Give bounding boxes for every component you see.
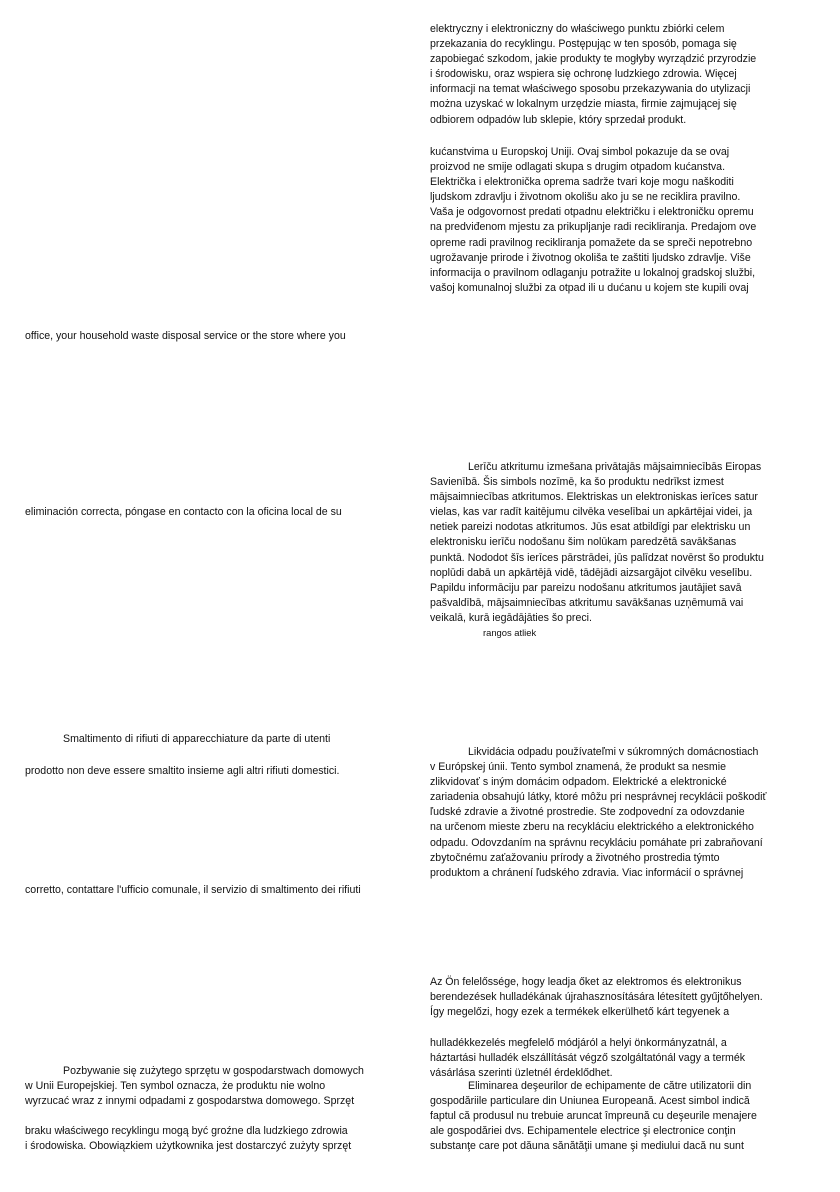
slovak-recycling-paragraph: Likvidácia odpadu používateľmi v súkromných domácnostiach v Európskej únii. Tento symbol znamená, že produkt sa nesmie zlikvidovať s iným domácim odpadom. Elektrické a elektronické zariadenia obsahujú látky, ktoré môžu pri nesprávnej recyklácii poškodiť ľudské zdravie a životné prostredie. Ste zodpovední za odovzdanie na určenom mieste zberu na recykláciu elektrického a elektronického odpadu. Odovzdaním na správnu recykláciu pomáhate pri zabraňovaní zbytočnému zaťažovaniu prírody a životného prostredia týmto produktom a chránení ľudského zdravia. Viac informácií o správnej xyxy=(430,746,767,879)
spanish-paragraph-fragment: eliminación correcta, póngase en contacto con la oficina local de su xyxy=(25,506,342,518)
romanian-recycling-paragraph: Eliminarea deşeurilor de echipamente de către utilizatorii din gospodăriile particulare din Uniunea Europeană. Acest simbol indică faptul că produsul nu trebuie aruncat împreună cu deşeurile menajere ale gospodăriei dvs. Echipamentele electrice şi electronice conţin substanţe care pot dăuna sănătăţii umane şi mediului dacă nu sunt xyxy=(430,1080,757,1153)
italian-paragraph-end: corretto, contattare l'ufficio comunale, il servizio di smaltimento dei rifiuti xyxy=(25,884,361,896)
latvian-recycling-paragraph: Lerīču atkritumu izmešana privātajās mājsaimniecībās Eiropas Savienībā. Šis simbols nozīmē, ka šo produktu nedrīkst izmest mājsaimniecības atkritumos. Elektriskas un elektroniskas ierīces satur vielas, kas var radīt kaitējumu cilvēka veselībai un apkārtējai videi, ja netiek pareizi nodotas atkritumos. Jūs esat atbildīgi par elektrisku un elektronisku ierīču nodošanu šim nolūkam paredzētā savākšanas punktā. Nododot šīs ierīces pārstrādei, jūs palīdzat novērst šo produktu noplūdi dabā un apkārtējā vidē, tādējādi aizsargājot cilvēku veselību. Papildu informāciju par pareizu nodošanu atkritumos jautājiet savā pašvaldībā, mājsaimniecības atkritumu savākšanas uzņēmumā vai veikalā, kurā iegādājāties šo preci. xyxy=(430,461,764,624)
polish-recycling-paragraph: Pozbywanie się zużytego sprzętu w gospodarstwach domowych w Unii Europejskiej. Ten symbol oznacza, że produktu nie wolno wyrzucać wraz z innymi odpadami z gospodarstwa domowego. Sprzęt xyxy=(25,1065,364,1108)
english-paragraph-fragment: office, your household waste disposal service or the store where you xyxy=(25,330,346,342)
italian-paragraph-fragment: prodotto non deve essere smaltito insieme agli altri rifiuti domestici. xyxy=(25,765,340,777)
italian-heading-fragment: Smaltimento di rifiuti di apparecchiature da parte di utenti xyxy=(63,733,331,745)
croatian-recycling-paragraph: kućanstvima u Europskoj Uniji. Ovaj simbol pokazuje da se ovaj proizvod ne smije odlagati skupa s drugim otpadom kućanstva. Električka i elektronička oprema sadrže tvari koje mogu naškoditi ljudskom zdravlju i životnom okolišu ako ju se ne reciklira pravilno. Vaša je odgovornost predati otpadnu električku i elektroničku opremu na predviđenom mjestu za prikupljanje radi recikliranja. Predajom ove opreme radi pravilnog recikliranja pomažete da se spreči nepotrebno ugrožavanje prirode i životnog okoliša te zaštiti ljudsko zdravlje. Više informacija o pravilnom odlaganju potražite u lokalnoj gradskoj službi, vašoj komunalnoj službi za otpad ili u dućanu u kojem ste kupili ovaj xyxy=(430,146,757,294)
latvian-paragraph-fragment: rangos atliek xyxy=(483,627,537,638)
polish-recycling-paragraph-end: elektryczny i elektroniczny do właściwego punktu zbiórki celem przekazania do recyklingu. Postępując w ten sposób, pomaga się zapobiegać szkodom, jakie produkty te mogłyby wyrządzić przyrodzie i środowisku, oraz wspiera się ochronę ludzkiego zdrowia. Więcej informacji na temat właściwego sposobu przekazywania do utylizacji można uzyskać w lokalnym urzędzie miasta, firmie zajmującej się odbiorem odpadów lub sklepie, który sprzedał produkt. xyxy=(430,23,757,126)
hungarian-paragraph-end: hulladékkezelés megfelelő módjáról a helyi önkormányzatnál, a háztartási hulladék elszállítását végző szolgáltatónál vagy a termék vásárlása szerinti üzletnél érdeklődhet. xyxy=(430,1037,746,1080)
polish-paragraph-fragment: braku właściwego recyklingu mogą być groźne dla ludzkiego zdrowia i środowiska. Obowiązkiem użytkownika jest dostarczyć zużyty sprzęt xyxy=(25,1125,352,1153)
hungarian-paragraph-fragment: Az Ön felelőssége, hogy leadja őket az elektromos és elektronikus berendezések hulladékának újrahasznosítására létesített gyűjtőhelyen. Így megelőzi, hogy ezek a termékek elkerülhető kárt tegyenek a xyxy=(430,976,763,1019)
